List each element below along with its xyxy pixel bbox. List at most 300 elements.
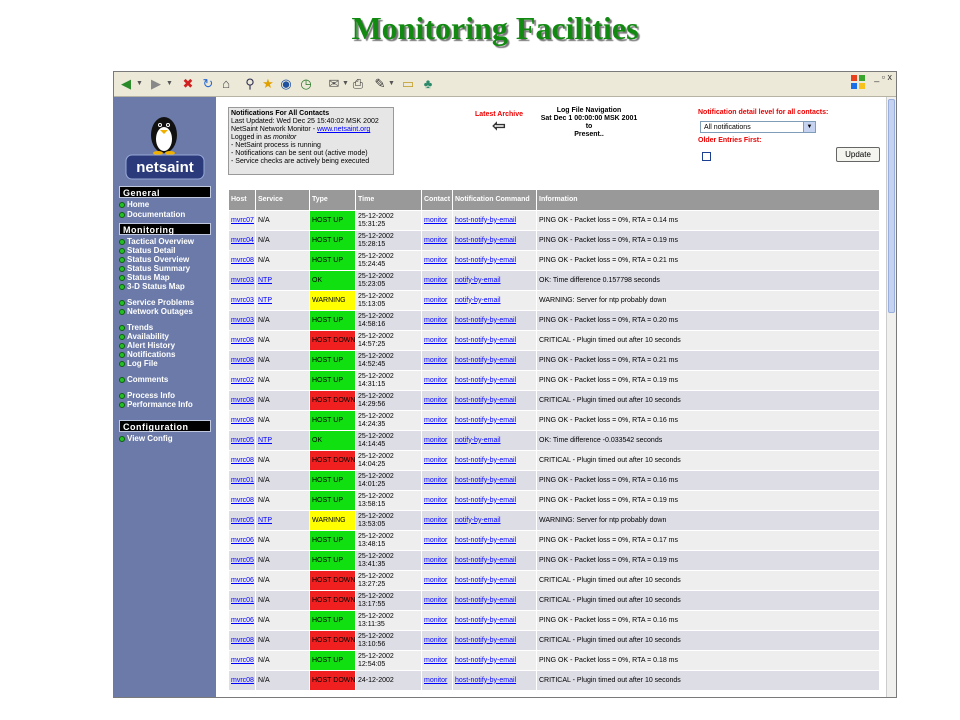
cell-contact[interactable] (422, 551, 452, 570)
host-link[interactable]: mvrc08 (231, 356, 254, 364)
contact-link[interactable]: monitor (424, 316, 448, 324)
cell-type: WARNING (310, 511, 355, 530)
contact-link[interactable]: monitor (424, 236, 448, 244)
cell-command[interactable] (453, 451, 536, 470)
nav-process-info[interactable]: Process Info (119, 391, 215, 401)
host-link[interactable]: mvrc05 (231, 436, 254, 444)
command-link[interactable]: notify-by-email (455, 516, 501, 524)
service-value: N/A (258, 636, 270, 644)
nav-home[interactable]: Home (119, 200, 215, 210)
cell-contact[interactable] (422, 391, 452, 410)
messenger-icon[interactable]: ♣ (423, 76, 433, 91)
service-value: N/A (258, 496, 270, 504)
refresh-icon[interactable]: ↻ (202, 76, 214, 91)
time-value: 14:57:25 (358, 340, 386, 348)
host-link[interactable]: mvrc08 (231, 656, 254, 664)
nav-service-problems[interactable]: Service Problems (119, 298, 215, 308)
older-first-label: Older Entries First: (698, 137, 762, 144)
cell-command[interactable] (453, 431, 536, 450)
host-link[interactable]: mvrc08 (231, 456, 254, 464)
cell-host[interactable] (229, 211, 255, 230)
command-link[interactable]: host-notify-by-email (455, 556, 517, 564)
host-link[interactable]: mvrc06 (231, 576, 254, 584)
host-link[interactable]: mvrc08 (231, 396, 254, 404)
cell-information: PING OK - Packet loss = 0%, RTA = 0.21 ms (537, 251, 879, 270)
cell-contact[interactable] (422, 211, 452, 230)
nav-log-file[interactable]: Log File (119, 359, 215, 369)
cell-host[interactable] (229, 311, 255, 330)
nav-notifications[interactable]: Notifications (119, 350, 215, 360)
table-row (229, 291, 879, 310)
contact-link[interactable]: monitor (424, 336, 448, 344)
command-link[interactable]: notify-by-email (455, 276, 501, 284)
stop-icon[interactable]: ✖ (182, 76, 194, 91)
cell-host[interactable] (229, 391, 255, 410)
service-value[interactable]: NTP (258, 296, 272, 304)
table-row (229, 571, 879, 590)
service-value: N/A (258, 676, 270, 684)
cell-host[interactable] (229, 551, 255, 570)
bullet-icon (119, 343, 125, 349)
cell-host[interactable] (229, 271, 255, 290)
cell-command[interactable] (453, 371, 536, 390)
host-link[interactable]: mvrc08 (231, 416, 254, 424)
edit-icon[interactable]: ✎ (374, 76, 386, 91)
nav-availability[interactable]: Availability (119, 332, 215, 342)
last-updated: Last Updated: Wed Dec 25 15:40:02 MSK 2002 (231, 118, 379, 125)
table-row (229, 491, 879, 510)
nav-status-overview[interactable]: Status Overview (119, 255, 215, 265)
bullet-icon (119, 275, 125, 281)
contact-link[interactable]: monitor (424, 356, 448, 364)
nav-trends[interactable]: Trends (119, 323, 215, 333)
command-link[interactable]: host-notify-by-email (455, 236, 517, 244)
cell-command[interactable] (453, 511, 536, 530)
cell-command[interactable] (453, 331, 536, 350)
mail-icon[interactable]: ✉ (328, 76, 340, 91)
cell-service (256, 651, 309, 670)
contact-link[interactable]: monitor (424, 596, 448, 604)
favorites-icon[interactable]: ★ (262, 76, 274, 91)
command-link[interactable]: host-notify-by-email (455, 476, 517, 484)
cell-information: WARNING: Server for ntp probably down (537, 291, 879, 310)
cell-contact[interactable] (422, 631, 452, 650)
cell-type: HOST UP (310, 531, 355, 550)
cell-contact[interactable] (422, 671, 452, 690)
cell-contact[interactable] (422, 591, 452, 610)
cell-time (356, 411, 421, 430)
cell-host[interactable] (229, 491, 255, 510)
cell-host[interactable] (229, 411, 255, 430)
nav-documentation[interactable]: Documentation (119, 210, 215, 220)
back-icon[interactable]: ◀ (121, 76, 131, 91)
forward-dropdown-icon[interactable]: ▼ (166, 80, 173, 87)
table-row (229, 251, 879, 270)
contact-link[interactable]: monitor (424, 616, 448, 624)
time-value: 15:24:45 (358, 260, 386, 268)
bullet-icon (119, 325, 125, 331)
cell-command[interactable] (453, 671, 536, 690)
contact-link[interactable]: monitor (424, 556, 448, 564)
lognav-title: Log File Navigation (556, 107, 622, 114)
table-row (229, 391, 879, 410)
cell-time (356, 591, 421, 610)
cell-contact[interactable] (422, 471, 452, 490)
cell-service[interactable] (256, 431, 309, 450)
bullet-icon (119, 393, 125, 399)
table-row (229, 451, 879, 470)
service-value: N/A (258, 396, 270, 404)
host-link[interactable]: mvrc03 (231, 316, 254, 324)
host-link[interactable]: mvrc08 (231, 256, 254, 264)
cell-command[interactable] (453, 351, 536, 370)
nav-comments[interactable]: Comments (119, 375, 215, 385)
service-value: N/A (258, 216, 270, 224)
cell-host[interactable] (229, 231, 255, 250)
cell-command[interactable] (453, 291, 536, 310)
command-link[interactable]: host-notify-by-email (455, 216, 517, 224)
nav-network-outages[interactable]: Network Outages (119, 307, 215, 317)
host-link[interactable]: mvrc08 (231, 496, 254, 504)
host-link[interactable]: mvrc05 (231, 556, 254, 564)
command-link[interactable]: host-notify-by-email (455, 536, 517, 544)
cell-host[interactable] (229, 371, 255, 390)
search-icon[interactable]: ⚲ (245, 76, 255, 91)
media-icon[interactable]: ◉ (280, 76, 292, 91)
cell-contact[interactable] (422, 371, 452, 390)
cell-host[interactable] (229, 351, 255, 370)
cell-service (256, 351, 309, 370)
cell-time (356, 211, 421, 230)
cell-information: PING OK - Packet loss = 0%, RTA = 0.21 ms (537, 351, 879, 370)
lognav-to: Present.. (574, 131, 604, 138)
cell-time (356, 251, 421, 270)
contact-link[interactable]: monitor (424, 636, 448, 644)
command-link[interactable]: host-notify-by-email (455, 676, 517, 684)
contact-link[interactable]: monitor (424, 676, 448, 684)
contact-link[interactable]: monitor (424, 496, 448, 504)
nav-3d-status-map[interactable]: 3-D Status Map (119, 282, 215, 292)
discuss-icon[interactable]: ▭ (401, 76, 415, 91)
contact-link[interactable]: monitor (424, 296, 448, 304)
host-link[interactable]: mvrc03 (231, 296, 254, 304)
history-icon[interactable]: ◷ (300, 76, 312, 91)
cell-time (356, 371, 421, 390)
command-link[interactable]: host-notify-by-email (455, 336, 517, 344)
time-value: 14:24:35 (358, 420, 386, 428)
cell-time (356, 451, 421, 470)
command-link[interactable]: host-notify-by-email (455, 496, 517, 504)
bullet-icon (119, 239, 125, 245)
command-link[interactable]: host-notify-by-email (455, 356, 517, 364)
service-value[interactable]: NTP (258, 436, 272, 444)
cell-time (356, 431, 421, 450)
update-button[interactable]: Update (836, 147, 880, 162)
cell-time (356, 671, 421, 690)
host-link[interactable]: mvrc02 (231, 376, 254, 384)
command-link[interactable]: host-notify-by-email (455, 256, 517, 264)
service-value[interactable]: NTP (258, 276, 272, 284)
main-content (218, 97, 886, 697)
cell-time (356, 311, 421, 330)
host-link[interactable]: mvrc07 (231, 216, 254, 224)
cell-host[interactable] (229, 331, 255, 350)
host-link[interactable]: mvrc08 (231, 336, 254, 344)
logo-text: netsaint (136, 159, 194, 176)
left-arrow-icon[interactable]: ⇦ (492, 118, 506, 135)
date-value: 25-12-2002 (358, 592, 394, 600)
cell-time (356, 631, 421, 650)
bullet-icon (119, 266, 125, 272)
command-link[interactable]: host-notify-by-email (455, 416, 517, 424)
service-value[interactable]: NTP (258, 516, 272, 524)
edit-dropdown-icon[interactable]: ▼ (388, 80, 395, 87)
window-controls[interactable]: _ ▫ x (874, 72, 892, 82)
command-link[interactable]: host-notify-by-email (455, 316, 517, 324)
contact-link[interactable]: monitor (424, 656, 448, 664)
cell-host[interactable] (229, 251, 255, 270)
cell-command[interactable] (453, 571, 536, 590)
command-link[interactable]: host-notify-by-email (455, 596, 517, 604)
cell-contact[interactable] (422, 571, 452, 590)
host-link[interactable]: mvrc08 (231, 636, 254, 644)
contact-link[interactable]: monitor (424, 276, 448, 284)
cell-command[interactable] (453, 471, 536, 490)
bullet-icon (119, 402, 125, 408)
host-link[interactable]: mvrc06 (231, 616, 254, 624)
nav-status-detail[interactable]: Status Detail (119, 246, 215, 256)
command-link[interactable]: host-notify-by-email (455, 456, 517, 464)
section-general: General (119, 186, 211, 198)
command-link[interactable]: host-notify-by-email (455, 396, 517, 404)
header-information: Information (537, 190, 879, 210)
nav-status-map[interactable]: Status Map (119, 273, 215, 283)
cell-service[interactable] (256, 291, 309, 310)
host-link[interactable]: mvrc01 (231, 596, 254, 604)
time-value: 14:29:56 (358, 400, 386, 408)
cell-host[interactable] (229, 611, 255, 630)
cell-host[interactable] (229, 571, 255, 590)
cell-contact[interactable] (422, 311, 452, 330)
scrollbar-thumb[interactable] (888, 99, 895, 313)
cell-contact[interactable] (422, 271, 452, 290)
contact-link[interactable]: monitor (424, 436, 448, 444)
cell-contact[interactable] (422, 451, 452, 470)
nav-alert-history[interactable]: Alert History (119, 341, 215, 351)
command-link[interactable]: notify-by-email (455, 296, 501, 304)
table-body (229, 211, 879, 690)
time-value: 14:14:45 (358, 440, 386, 448)
time-value: 13:48:15 (358, 540, 386, 548)
cell-time (356, 491, 421, 510)
command-link[interactable]: notify-by-email (455, 436, 501, 444)
chevron-down-icon[interactable]: ▼ (803, 122, 815, 132)
cell-contact[interactable] (422, 331, 452, 350)
cell-contact[interactable] (422, 491, 452, 510)
command-link[interactable]: host-notify-by-email (455, 576, 517, 584)
cell-time (356, 471, 421, 490)
cell-host[interactable] (229, 631, 255, 650)
cell-host[interactable] (229, 671, 255, 690)
cell-command[interactable] (453, 491, 536, 510)
contact-link[interactable]: monitor (424, 536, 448, 544)
cell-type: HOST DOWN (310, 391, 355, 410)
contact-link[interactable]: monitor (424, 416, 448, 424)
browser-toolbar (114, 72, 896, 97)
nav-tactical-overview[interactable]: Tactical Overview (119, 237, 215, 247)
date-value: 25-12-2002 (358, 632, 394, 640)
contact-link[interactable]: monitor (424, 576, 448, 584)
contact-link[interactable]: monitor (424, 216, 448, 224)
contact-link[interactable]: monitor (424, 516, 448, 524)
header-command: Notification Command (453, 190, 536, 210)
host-link[interactable]: mvrc04 (231, 236, 254, 244)
cell-type: OK (310, 271, 355, 290)
cell-command[interactable] (453, 611, 536, 630)
contact-link[interactable]: monitor (424, 256, 448, 264)
cell-time (356, 571, 421, 590)
cell-command[interactable] (453, 211, 536, 230)
cell-information: PING OK - Packet loss = 0%, RTA = 0.16 ms (537, 611, 879, 630)
netsaint-logo (124, 105, 206, 185)
host-link[interactable]: mvrc06 (231, 536, 254, 544)
host-link[interactable]: mvrc01 (231, 476, 254, 484)
host-link[interactable]: mvrc08 (231, 676, 254, 684)
service-value: N/A (258, 536, 270, 544)
table-row (229, 351, 879, 370)
cell-contact[interactable] (422, 411, 452, 430)
older-first-checkbox[interactable] (702, 152, 711, 161)
time-value: 13:17:55 (358, 600, 386, 608)
cell-host[interactable] (229, 431, 255, 450)
cell-contact[interactable] (422, 651, 452, 670)
cell-type: HOST UP (310, 211, 355, 230)
service-value: N/A (258, 456, 270, 464)
contact-link[interactable]: monitor (424, 376, 448, 384)
bullet-icon (119, 352, 125, 358)
print-icon[interactable]: ⎙ (352, 76, 364, 91)
cell-contact[interactable] (422, 291, 452, 310)
cell-information: PING OK - Packet loss = 0%, RTA = 0.20 ms (537, 311, 879, 330)
date-value: 25-12-2002 (358, 272, 394, 280)
date-value: 25-12-2002 (358, 572, 394, 580)
cell-command[interactable] (453, 251, 536, 270)
lognav-from: Sat Dec 1 00:00:00 MSK 2001 (540, 115, 638, 122)
command-link[interactable]: host-notify-by-email (455, 616, 517, 624)
table-row (229, 371, 879, 390)
cell-host[interactable] (229, 591, 255, 610)
time-value: 14:58:16 (358, 320, 386, 328)
command-link[interactable]: host-notify-by-email (455, 636, 517, 644)
cell-command[interactable] (453, 231, 536, 250)
detail-level-select[interactable] (700, 121, 816, 133)
cell-command[interactable] (453, 531, 536, 550)
cell-service[interactable] (256, 271, 309, 290)
date-value: 25-12-2002 (358, 232, 394, 240)
status-line-3: - Service checks are actively being executed (231, 158, 370, 165)
cell-service (256, 571, 309, 590)
command-link[interactable]: host-notify-by-email (455, 656, 517, 664)
cell-information: PING OK - Packet loss = 0%, RTA = 0.16 ms (537, 411, 879, 430)
header-type: Type (310, 190, 355, 210)
cell-host[interactable] (229, 451, 255, 470)
back-dropdown-icon[interactable]: ▼ (136, 80, 143, 87)
date-value: 25-12-2002 (358, 652, 394, 660)
cell-contact[interactable] (422, 351, 452, 370)
date-value: 25-12-2002 (358, 332, 394, 340)
cell-command[interactable] (453, 651, 536, 670)
command-link[interactable]: host-notify-by-email (455, 376, 517, 384)
cell-contact[interactable] (422, 231, 452, 250)
monitor-line: NetSaint Network Monitor - www.netsaint.org (231, 126, 371, 133)
date-value: 25-12-2002 (358, 212, 394, 220)
host-link[interactable]: mvrc05 (231, 516, 254, 524)
cell-information: CRITICAL - Plugin timed out after 10 seconds (537, 391, 879, 410)
time-value: 14:04:25 (358, 460, 386, 468)
vertical-scrollbar[interactable] (886, 97, 897, 697)
cell-command[interactable] (453, 591, 536, 610)
latest-archive-link[interactable] (470, 111, 528, 135)
mail-dropdown-icon[interactable]: ▼ (342, 80, 349, 87)
home-icon[interactable]: ⌂ (222, 76, 230, 91)
cell-service (256, 671, 309, 690)
time-value: 15:28:15 (358, 240, 386, 248)
cell-contact[interactable] (422, 251, 452, 270)
cell-information: CRITICAL - Plugin timed out after 10 seconds (537, 571, 879, 590)
date-value: 25-12-2002 (358, 352, 394, 360)
cell-type: HOST UP (310, 311, 355, 330)
nav-view-config[interactable]: View Config (119, 434, 215, 444)
contact-link[interactable]: monitor (424, 456, 448, 464)
cell-time (356, 531, 421, 550)
cell-host[interactable] (229, 511, 255, 530)
cell-command[interactable] (453, 271, 536, 290)
cell-contact[interactable] (422, 531, 452, 550)
bullet-icon (119, 361, 125, 367)
cell-command[interactable] (453, 411, 536, 430)
contact-link[interactable]: monitor (424, 396, 448, 404)
cell-command[interactable] (453, 391, 536, 410)
cell-command[interactable] (453, 551, 536, 570)
sidebar (114, 97, 216, 697)
cell-service[interactable] (256, 511, 309, 530)
host-link[interactable]: mvrc03 (231, 276, 254, 284)
table-row (229, 611, 879, 630)
cell-host[interactable] (229, 471, 255, 490)
cell-host[interactable] (229, 651, 255, 670)
cell-type: HOST DOWN (310, 591, 355, 610)
cell-command[interactable] (453, 631, 536, 650)
cell-contact[interactable] (422, 611, 452, 630)
forward-icon[interactable]: ▶ (151, 76, 161, 91)
cell-command[interactable] (453, 311, 536, 330)
cell-host[interactable] (229, 531, 255, 550)
cell-contact[interactable] (422, 511, 452, 530)
cell-service (256, 411, 309, 430)
contact-link[interactable]: monitor (424, 476, 448, 484)
section-configuration: Configuration (119, 420, 211, 432)
cell-contact[interactable] (422, 431, 452, 450)
cell-information: PING OK - Packet loss = 0%, RTA = 0.17 ms (537, 531, 879, 550)
netsaint-link[interactable]: www.netsaint.org (316, 126, 371, 133)
time-value: 13:58:15 (358, 500, 386, 508)
nav-status-summary[interactable]: Status Summary (119, 264, 215, 274)
cell-information: PING OK - Packet loss = 0%, RTA = 0.19 ms (537, 371, 879, 390)
nav-performance-info[interactable]: Performance Info (119, 400, 215, 410)
cell-host[interactable] (229, 291, 255, 310)
time-value: 15:13:05 (358, 300, 386, 308)
browser-window (113, 71, 897, 698)
